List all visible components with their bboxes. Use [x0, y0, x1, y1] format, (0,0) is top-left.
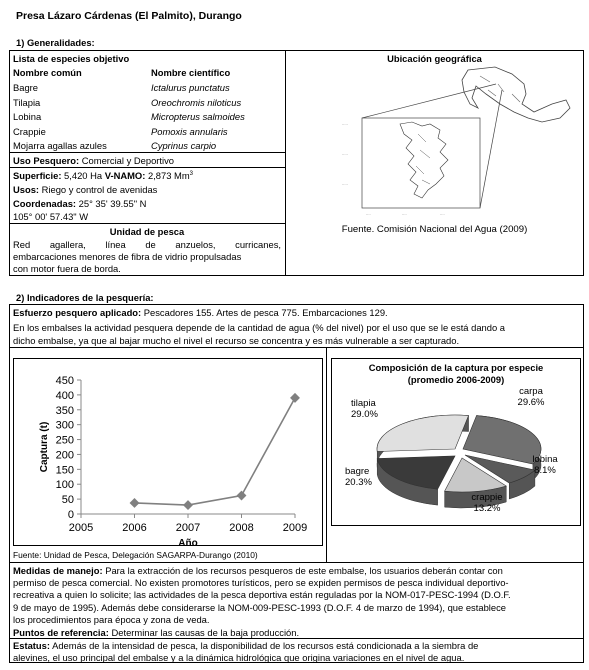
data-point	[183, 500, 193, 510]
svg-text:·····: ·····	[342, 183, 348, 187]
medidas-manejo: Medidas de manejo: Para la extracción de los recursos pesqueros de este embalse, los usuarios deberán contar con permiso de pesca comercial. No existen promotores turísticos, pero se expiden permisos de pesca individual deportivo- recreativa a quien lo solicite; las actividades de la pesca deportiva están reguladas por la NOM-017-PESC-1994 (D.O.F. 9 de mayo de 1995). Además debe considerarse la NOM-009-PESC-1993 (D.O.F. 4 de marzo de 1994), que establece los procedimientos para época y zona de veda.	[13, 565, 511, 625]
y-tick-label: 150	[55, 464, 74, 477]
esfuerzo-text-2: dicho embalse, ya que al bajar mucho el nivel el recurso se concentra y es más vulnerable a ser capturado.	[13, 335, 460, 346]
y-tick-label: 100	[55, 479, 74, 492]
pie-value-bagre: 20.3%	[345, 477, 372, 488]
pie-value-tilapia: 29.0%	[351, 409, 378, 420]
x-tick-label: 2006	[122, 522, 147, 534]
pie-subtitle: (promedio 2006-2009)	[407, 374, 505, 385]
data-point	[130, 498, 140, 508]
map-caption: Fuente. Comisión Nacional del Agua (2009)	[341, 224, 528, 235]
x-tick-label: 2009	[282, 522, 308, 534]
svg-text:····: ····	[402, 213, 407, 217]
y-tick-label: 450	[55, 375, 74, 387]
y-axis-label: Captura (t)	[39, 421, 50, 473]
x-tick-label: 2005	[68, 522, 94, 534]
col-scientific-name: Nombre científico	[151, 67, 231, 78]
location-map	[290, 64, 580, 224]
pie-value-lobina: 8.1%	[534, 465, 556, 476]
unidad-pesca-heading: Unidad de pesca	[109, 226, 185, 237]
section-2-title: 2) Indicadores de la pesquería:	[16, 292, 154, 303]
species-heading: Lista de especies objetivo	[13, 53, 130, 64]
pie-label-crappie: crappie	[471, 492, 503, 503]
species-scientific: Micropterus salmoides	[151, 111, 245, 122]
y-tick-label: 400	[55, 389, 74, 402]
y-tick-label: 300	[55, 419, 74, 432]
coordenadas: Coordenadas: 25° 35' 39.55" N	[13, 198, 147, 209]
uso-pesquero: Uso Pesquero: Comercial y Deportivo	[13, 155, 174, 166]
svg-text:····: ····	[440, 213, 445, 217]
estatus: Estatus: Además de la intensidad de pesca, la disponibilidad de los recursos está condicionada a la siembra de alevines, el uso principal del embalse y a la dinámica hidrológica que origina variaciones en el nivel de agua.	[13, 640, 479, 663]
species-common: Crappie	[13, 126, 46, 137]
x-axis-label: Año	[178, 538, 198, 549]
pie-label-lobina: lobina	[532, 454, 558, 465]
mexico-outline	[462, 67, 570, 122]
x-tick-label: 2008	[229, 522, 254, 534]
y-tick-label: 350	[55, 404, 74, 417]
puntos-referencia: Puntos de referencia: Determinar las causas de la baja producción.	[13, 627, 300, 638]
y-tick-label: 0	[67, 509, 74, 521]
pie-label-carpa: carpa	[519, 386, 543, 397]
svg-text:·····: ·····	[342, 153, 348, 157]
pie-label-tilapia: tilapia	[351, 398, 376, 409]
map-heading: Ubicación geográfica	[387, 53, 482, 64]
pie-value-crappie: 13.2%	[473, 503, 501, 514]
svg-text:·····: ·····	[342, 123, 348, 127]
esfuerzo-text-1: En los embalses la actividad pesquera depende de la cantidad de agua (% del nivel) por el uso que se le está dando a	[13, 322, 505, 333]
capture-series-line	[135, 398, 296, 505]
y-tick-label: 200	[55, 449, 74, 462]
species-scientific: Ictalurus punctatus	[151, 82, 230, 93]
section-1-title: 1) Generalidades:	[16, 37, 95, 48]
species-common: Mojarra agallas azules	[13, 140, 107, 151]
y-tick-label: 50	[61, 494, 74, 507]
species-common: Tilapia	[13, 97, 41, 108]
y-tick-label: 250	[55, 434, 74, 447]
capture-line-chart	[13, 358, 323, 558]
x-tick-label: 2007	[175, 522, 201, 534]
svg-text:····: ····	[366, 213, 371, 217]
esfuerzo-pesquero: Esfuerzo pesquero aplicado: Pescadores 155. Artes de pesca 775. Embarcaciones 129.	[13, 307, 388, 318]
col-common-name: Nombre común	[13, 67, 82, 78]
chart-source: Fuente: Unidad de Pesca, Delegación SAGARPA-Durango (2010)	[13, 550, 258, 560]
species-scientific: Cyprinus carpio	[151, 140, 217, 151]
data-point	[290, 393, 300, 403]
superficie: Superficie: 5,420 Ha V-NAMO: 2,873 Mm$^3$	[13, 170, 193, 181]
species-scientific: Oreochromis niloticus	[151, 97, 242, 108]
pie-label-bagre: bagre	[345, 466, 370, 477]
pie-value-carpa: 29.6%	[517, 397, 545, 408]
data-point	[237, 491, 247, 501]
usos: Usos: Riego y control de avenidas	[13, 184, 158, 195]
species-scientific: Pomoxis annularis	[151, 126, 228, 137]
page-title: Presa Lázaro Cárdenas (El Palmito), Durango	[16, 10, 242, 22]
unidad-pesca-text: Red agallera, línea de anzuelos, curricanes, embarcaciones menores de fibra de vidrio propulsadas con motor fuera de borda.	[13, 239, 281, 274]
species-common: Bagre	[13, 82, 39, 93]
species-common: Lobina	[13, 111, 42, 122]
coordenadas-w: 105° 00' 57.43" W	[13, 211, 89, 222]
pie-title: Composición de la captura por especie	[368, 362, 544, 373]
capture-pie-chart	[331, 358, 581, 526]
pie-slice-tilapia	[377, 415, 469, 451]
